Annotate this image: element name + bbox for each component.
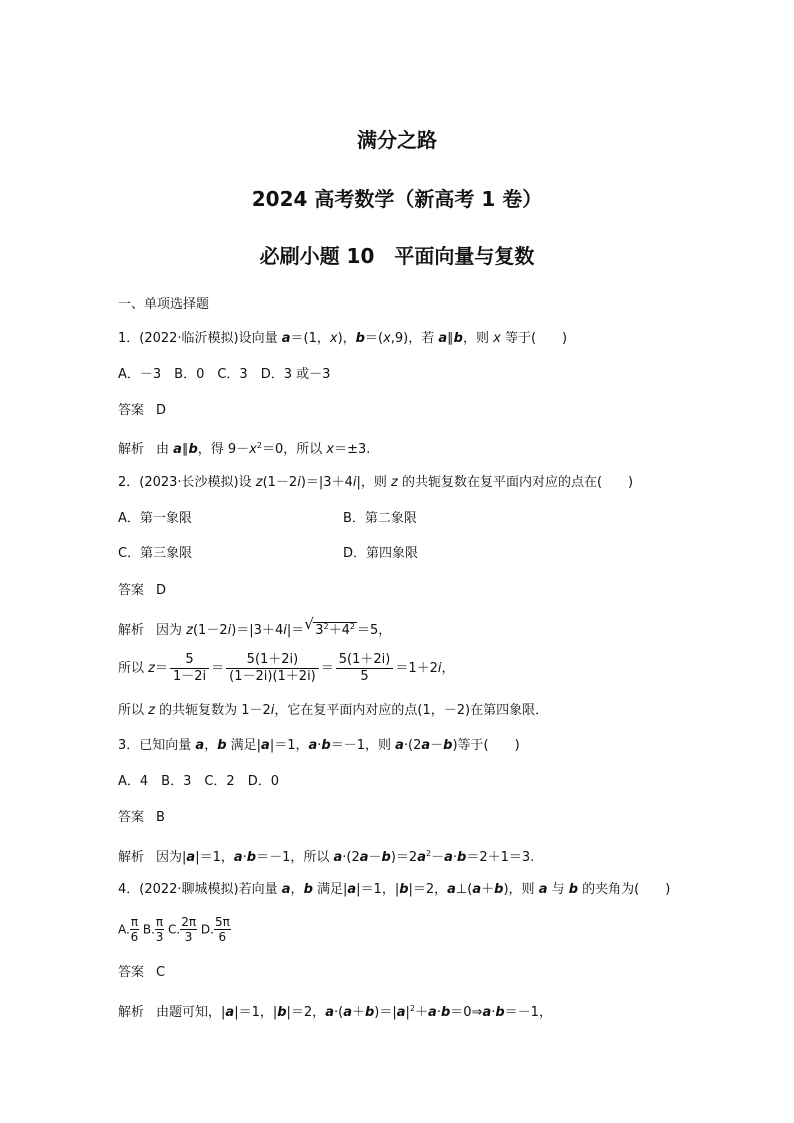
question-1-answer: 答案 D [118, 403, 167, 418]
fraction: $\frac{5}{1-2i}$ [170, 652, 209, 685]
question-2-option-a: A．第一象限 [118, 511, 192, 526]
question-1: 1．(2022·临沂模拟)设向量 a＝(1，x)，b＝(x,9)，若 a∥b，则 x 等于( ) [118, 331, 568, 346]
option-c-fraction: $\frac{2\pi}{3}$ [181, 915, 197, 944]
question-3-answer: 答案 B [118, 810, 165, 825]
option-d-fraction: $\frac{5\pi}{6}$ [214, 915, 230, 944]
question-2-option-d: D．第四象限 [343, 546, 419, 561]
brand-title: 满分之路 [357, 128, 437, 152]
question-2-option-b: B．第二象限 [343, 511, 417, 526]
question-1-options: A．－3 B．0 C．3 D．3 或－3 [118, 367, 331, 382]
question-4: 4．(2022·聊城模拟)若向量 a，b 满足|a|＝1，|b|＝2，a⊥(a＋b)，则 a 与 b 的夹角为( ) [118, 882, 671, 897]
question-2-solution-line-1: 解析 因为 z(1－2i)＝|3＋4i|＝ √ $3^2+4^2 =5$， [118, 615, 392, 638]
question-4-answer: 答案 C [118, 965, 166, 980]
question-2: 2．(2023·长沙模拟)设 z(1－2i)＝|3＋4i|，则 z 的共轭复数在复平面内对应的点在( ) [118, 475, 634, 490]
question-2-solution-line-2: 所以 z＝ $\frac{5}{1-2i}$ ＝ $\frac{5(1+2i)}{(1-2i)(1+2i)}$ ＝ $\frac{5(1+2i)}{5}$ ＝1＋2i， [118, 652, 455, 684]
question-3-options: A．4 B．3 C．2 D．0 [118, 774, 279, 789]
option-a-fraction: $\frac{\pi}{6}$ [130, 915, 139, 944]
fraction: $\frac{5(1+2i)}{5}$ [336, 652, 394, 685]
section-heading: 一、单项选择题 [118, 297, 210, 312]
question-4-options: A. $\frac{\pi}{6}$ B. $\frac{\pi}{3}$ C. $\frac{2\pi}{3}$ D. $\frac{5\pi}{6}$ [118, 915, 230, 944]
option-b-fraction: $\frac{\pi}{3}$ [155, 915, 164, 944]
sqrt-expression: √ $3^2+4^2$ [304, 615, 355, 638]
question-2-option-c: C．第三象限 [118, 546, 193, 561]
exam-title: 2024 高考数学（新高考 1 卷） [251, 187, 543, 211]
question-1-solution: 解析 由 a∥b，得 $9-x^2=0$，所以 x＝±3. [118, 441, 371, 457]
question-3: 3．已知向量 a，b 满足|a|＝1，a·b＝－1，则 a·(2a－b)等于( ) [118, 738, 520, 753]
question-2-solution-line-3: 所以 z 的共轭复数为 1－2i，它在复平面内对应的点(1，－2)在第四象限． [118, 703, 549, 718]
question-2-answer: 答案 D [118, 583, 167, 598]
chapter-title: 必刷小题 10 平面向量与复数 [259, 244, 535, 268]
fraction: $\frac{5(1+2i)}{(1-2i)(1+2i)}$ [226, 652, 319, 685]
question-3-solution: 解析 因为|a|＝1，a·b＝－1，所以 $a\cdot(2a-b)=2a^2-a\cdot b=2+1=3$. [118, 849, 535, 865]
question-4-solution: 解析 由题可知，|a|＝1，|b|＝2，$a\cdot(a+b)=|a|^2+a\cdot b=0\Rightarrow a\cdot b=-1$， [118, 1004, 552, 1020]
